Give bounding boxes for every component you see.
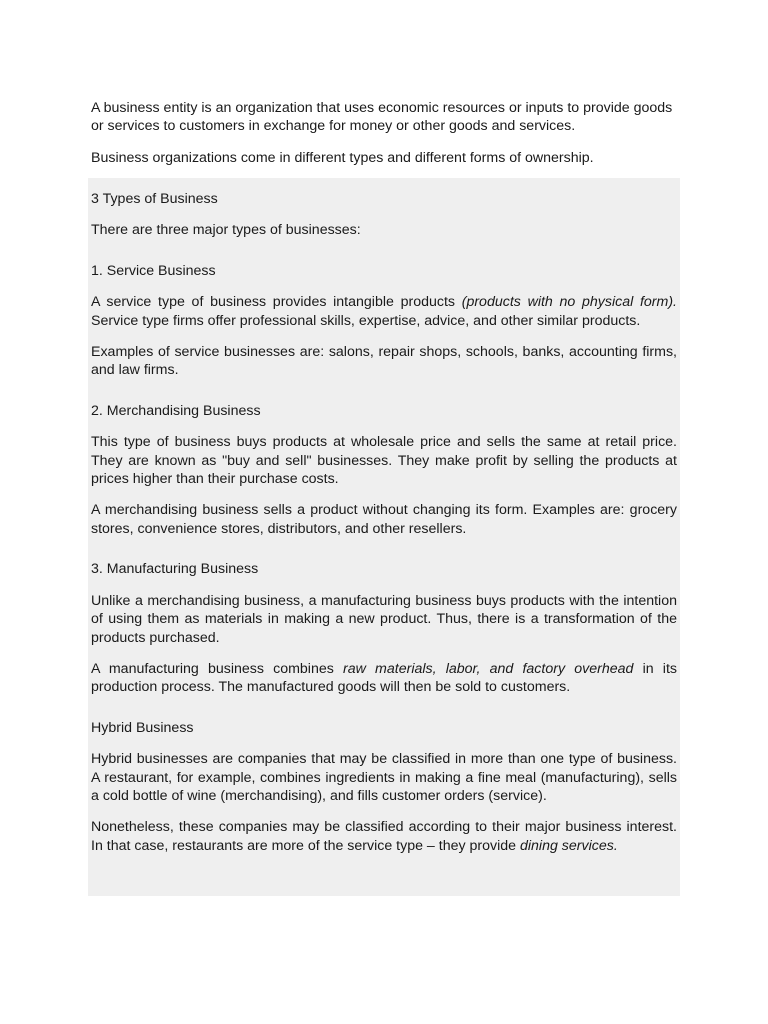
intro-paragraph-1: A business entity is an organization that uses economic resources or inputs to provide goods or services to customers in exchange for money or other goods and services. bbox=[91, 100, 673, 135]
service-paragraph-2: Examples of service businesses are: salons, repair shops, schools, banks, accounting firms, and law firms. bbox=[91, 344, 677, 379]
intro-paragraph-2: Business organizations come in different types and different forms of ownership. bbox=[91, 149, 594, 166]
section-title: 3 Types of Business bbox=[91, 191, 218, 207]
hybrid-paragraph-1: Hybrid businesses are companies that may be classified in more than one type of business. A restaurant, for example, combines ingredients in making a fine meal (manufacturing), sells a cold bottle of wine (merchandising), and fills customer orders (service). bbox=[91, 751, 677, 804]
service-heading: 1. Service Business bbox=[91, 262, 216, 279]
types-of-business-panel bbox=[88, 178, 680, 896]
hybrid-paragraph-2: Nonetheless, these companies may be classified according to their major business interest. In that case, restaurants are more of the service type – they provide dining services. bbox=[91, 819, 677, 854]
manufacturing-paragraph-2: A manufacturing business combines raw materials, labor, and factory overhead in its production process. The manufactured goods will then be sold to customers. bbox=[91, 660, 677, 696]
merchandising-paragraph-2: A merchandising business sells a product without changing its form. Examples are: grocery stores, convenience stores, distributors, and other resellers. bbox=[91, 502, 677, 537]
hybrid-heading: Hybrid Business bbox=[91, 719, 194, 736]
manufacturing-heading: 3. Manufacturing Business bbox=[91, 561, 259, 578]
intro-section bbox=[91, 99, 677, 180]
section-lead: There are three major types of businesses: bbox=[91, 222, 361, 239]
manufacturing-paragraph-1: Unlike a merchandising business, a manufacturing business buys products with the intention of using them as materials in making a new product. Thus, there is a transformation of the products purchased. bbox=[91, 592, 677, 646]
merchandising-heading: 2. Merchandising Business bbox=[91, 402, 261, 419]
merchandising-paragraph-1: This type of business buys products at wholesale price and sells the same at retail price. They are known as "buy and sell" businesses. They make profit by selling the products at prices higher than their purchase costs. bbox=[91, 434, 677, 488]
service-paragraph-1: A service type of business provides intangible products (products with no physical form). Service type firms offer professional skills, expertise, advice, and other similar products. bbox=[91, 294, 678, 329]
